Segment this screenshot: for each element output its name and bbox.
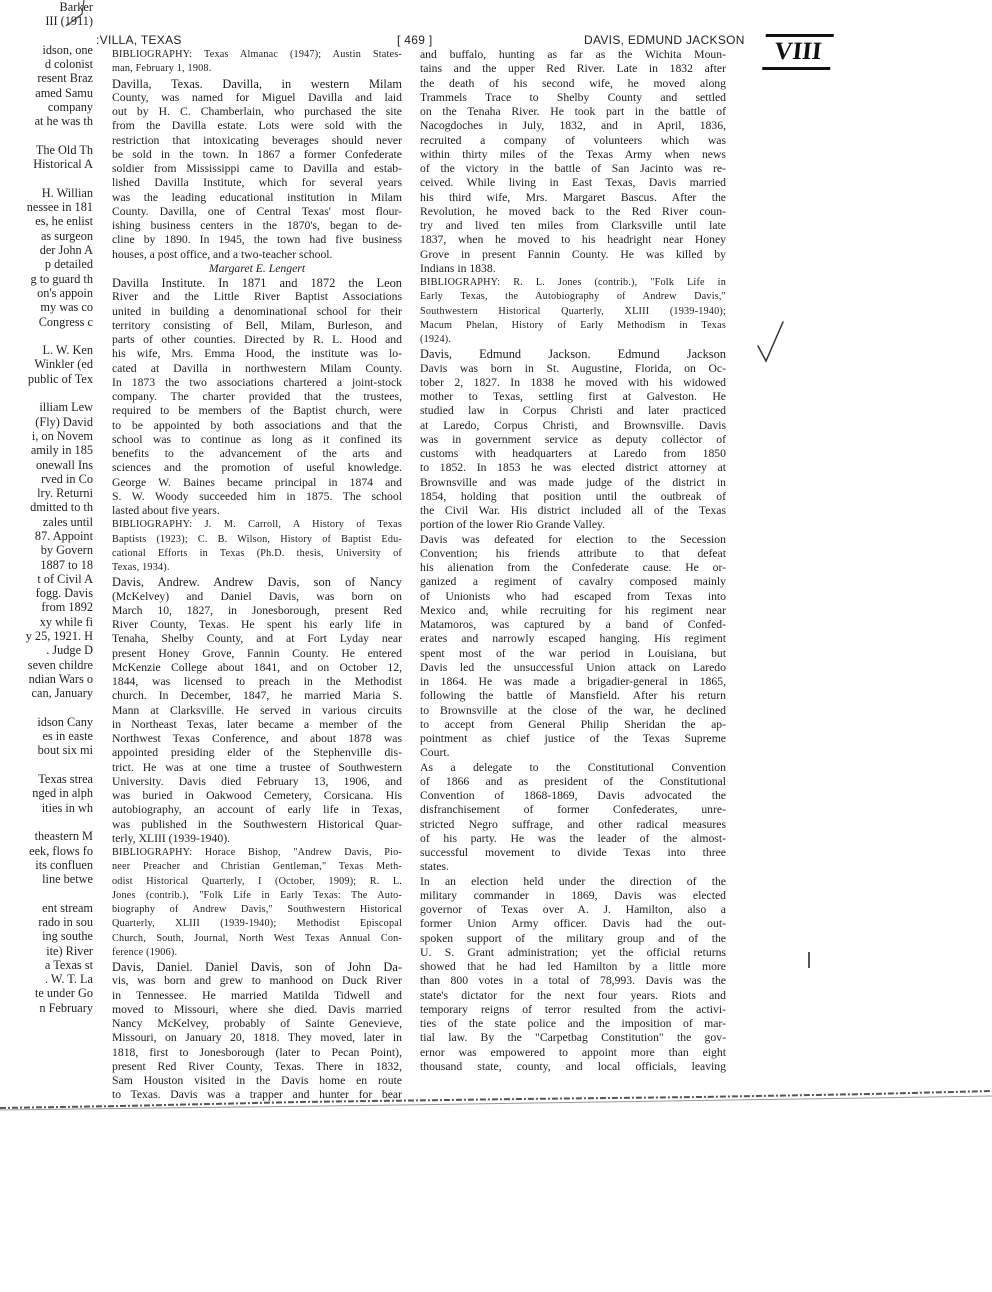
fold-line: can, January <box>31 686 93 701</box>
fold-line: . W. T. La <box>44 972 93 987</box>
fold-line: illiam Lew <box>39 400 93 415</box>
text-line: out by H. C. Chamberlain, who purchased the site <box>112 105 402 118</box>
text-line: in Tennessee. He married Matilda Tidwell and <box>112 988 402 1002</box>
text-line: Margaret E. Lengert <box>208 261 306 275</box>
text-line: lished Davilla Institute, which for several years <box>112 176 402 190</box>
fold-line: resent Braz <box>37 71 93 86</box>
text-line: and buffalo, hunting as far as the Wichita Moun- <box>420 48 726 61</box>
text-line: school was to continue as long as it confined its <box>112 432 402 446</box>
fold-line: ite) River <box>46 943 93 958</box>
text-line: BIBLIOGRAPHY: Texas Almanac (1947); Austin States- <box>112 49 402 60</box>
fold-line <box>0 329 95 343</box>
fold-line: on's appoin <box>37 285 93 300</box>
text-line: from the Davilla estate. Lots were sold with the <box>112 119 402 133</box>
text-column-left <box>112 48 402 1103</box>
text-line: recruited a company of volunteers which was <box>420 133 726 147</box>
text-line: University. Davis died February 13, 1906, and <box>112 774 402 788</box>
text-line: of Unionists who had escaped from Texas into <box>420 589 726 603</box>
text-line: County. Davilla, one of Central Texas' most flour- <box>112 204 402 218</box>
text-line: County, was named for Miguel Davilla and laid <box>112 90 402 104</box>
text-line: ernor was empowered to appoint more than eight <box>420 1045 726 1059</box>
text-line: lasted about five years. <box>112 504 220 517</box>
fold-line: nged in alph <box>32 786 93 801</box>
text-line: (McKelvey) and Daniel Davis, was born on <box>112 589 402 603</box>
text-line: Grove in present Fannin County. He was killed by <box>420 247 726 261</box>
text-line: McKenzie College about 1841, and on October 12, <box>112 660 402 674</box>
text-line: of 1866 and as president of the Constitutional <box>420 774 726 788</box>
fold-line: nessee in 181 <box>26 200 93 215</box>
text-line: was buried in Oakwood Cemetery, Corsicana. His <box>112 789 402 802</box>
text-line: present Red River County, Texas. There in 1832, <box>112 1059 402 1073</box>
text-line: terly, XLIII (1939-1940). <box>112 831 231 845</box>
text-line: Indians in 1838. <box>420 261 496 275</box>
text-line: restriction that intoxicating beverages should never <box>112 133 402 147</box>
text-line: than 800 votes in a total of 78,993. Davis was the <box>420 974 726 988</box>
text-line: in 1864. He was made a brigadier-general in 1865, <box>420 675 726 688</box>
fold-line: zales until <box>42 514 93 529</box>
text-line: tober 2, 1827. In 1838 he moved with his widowed <box>420 375 726 389</box>
text-line: ganized a regiment of cavalry composed mainly <box>420 575 726 589</box>
text-line: the death of his second wife, he moved along <box>420 76 726 90</box>
fold-line: y 25, 1921. H <box>25 629 93 644</box>
fold-line: p detailed <box>44 257 93 272</box>
text-line: portion of the lower Rio Grande Valley. <box>420 518 606 532</box>
text-line: benefits to the advancement of the arts and <box>112 447 402 460</box>
text-line: showed that he had led Hamilton by a little more <box>420 960 726 973</box>
text-line: within thirty miles of the Texas Army when news <box>420 147 726 161</box>
margin-tick-mark <box>808 952 810 968</box>
fold-line: Winkler (ed <box>34 357 93 372</box>
text-line: biography of Andrew Davis," Southwestern Historical <box>112 904 402 915</box>
text-line: company. The charter provided that the trustees, <box>112 390 402 403</box>
fold-line: xy while fi <box>39 614 93 629</box>
text-line: vis, was born and grew to manhood on Duck River <box>112 974 402 988</box>
text-line: odist Historical Quarterly, I (October, 1909); R. L. <box>112 875 402 887</box>
fold-line: ing southe <box>42 929 93 944</box>
fold-line: ities in wh <box>41 800 93 815</box>
text-line: on the Tenaha River. He took part in the battle of <box>420 105 726 118</box>
text-line: Mann at Clarksville. He served in various circuits <box>112 703 402 717</box>
fold-line: its confluen <box>35 857 93 872</box>
fold-line: . Judge D <box>46 643 93 658</box>
text-line: united in building a denominational school for their <box>112 304 402 318</box>
text-line: U. S. Grant administration; yet the official returns <box>420 945 726 959</box>
text-line: cated at Davilla in northwestern Milam County. <box>112 361 402 375</box>
text-line: appointed presiding elder of the Stephenville dis- <box>112 746 402 760</box>
text-line: Northwest Texas Conference, and about 1878 was <box>112 732 402 745</box>
text-line: Davilla Institute. In 1871 and 1872 the Leon <box>112 276 402 290</box>
text-line: Davis was born in St. Augustine, Florida, on Oc- <box>420 361 726 375</box>
text-line: In an election held under the direction of the <box>420 874 726 888</box>
text-line: Davilla, Texas. Davilla, in western Milam <box>112 76 402 91</box>
text-line: neer Preacher and Christian Gentleman," Texas Meth- <box>112 861 402 873</box>
text-line: Macum Phelan, History of Early Methodism in Texas <box>420 319 726 331</box>
fold-line: seven childre <box>27 657 93 672</box>
fold-line: lry. Returni <box>37 486 93 501</box>
text-line: pointment as chief justice of the Texas Supreme <box>420 732 726 745</box>
fold-line <box>0 701 95 715</box>
text-line: to Brownsville at the close of the war, he declined <box>420 703 726 717</box>
text-line: in Northeast Texas, later became a member of the <box>112 717 402 731</box>
text-line: BIBLIOGRAPHY: Horace Bishop, "Andrew Davis, Pio- <box>112 847 402 858</box>
text-line: stricted Negro suffrage, and other radical measures <box>420 817 726 831</box>
fold-line: (Fly) David <box>35 414 93 429</box>
fold-line: The Old Th <box>35 142 93 157</box>
fold-line <box>0 758 95 772</box>
text-line: cline by 1890. In 1945, the town had five business <box>112 233 402 247</box>
text-line: his wife, Mrs. Emma Hood, the institute was lo- <box>112 347 402 361</box>
text-line: Baptists (1923); C. B. Wilson, History of Baptist Edu- <box>112 533 402 545</box>
text-column-right <box>420 48 726 1074</box>
fold-line: der John A <box>39 243 93 258</box>
fold-line: company <box>47 100 93 115</box>
fold-line: a Texas st <box>44 957 93 972</box>
fold-line: d colonist <box>44 57 93 72</box>
fold-line: amily in 185 <box>30 443 93 458</box>
text-line: Matamoros, was captured by a band of Confed- <box>420 618 726 631</box>
text-line: Texas, 1934). <box>112 562 170 573</box>
text-line: temporary reigns of terror resulted from the activi- <box>420 1002 726 1016</box>
fold-line: as surgeon <box>40 228 93 243</box>
text-line: the Civil War. His district included all of the Texas <box>420 504 726 517</box>
text-line: Trammels Trace to Shelby County and settled <box>420 90 726 104</box>
text-line: ceived. While living in East Texas, Davis married <box>420 176 726 190</box>
text-line: studied law in Corpus Christi and later practiced <box>420 404 726 418</box>
fold-line: onewall Ins <box>35 457 93 472</box>
text-line: River County, Texas. He spent his early life in <box>112 618 402 631</box>
text-line: Convention; his friends attribute to that defeat <box>420 546 726 560</box>
text-line: required to be members of the Baptist church, were <box>112 404 402 418</box>
fold-line: L. W. Ken <box>42 343 93 358</box>
text-line: to accept from General Philip Sheridan the ap- <box>420 717 726 731</box>
fold-line: dmitted to th <box>30 500 93 515</box>
fold-line: ndian Wars o <box>28 671 93 686</box>
fold-line <box>0 29 95 43</box>
text-line: of his party. He was the leader of the almost- <box>420 831 726 845</box>
text-line: Nacogdoches in July, 1832, and in April, 1836, <box>420 119 726 133</box>
handwritten-checkmark-icon <box>755 320 785 364</box>
fold-line: at he was th <box>34 114 93 129</box>
text-line: territory consisting of Bell, Milam, Burleson, and <box>112 318 402 332</box>
text-line: Tenaha, Shelby County, and at Fort Lyday near <box>112 632 402 646</box>
text-line: George W. Baines became principal in 1874 and <box>112 475 402 489</box>
fold-line: 1887 to 18 <box>40 557 93 572</box>
text-line: military commander in 1869, Davis was elected <box>420 888 726 902</box>
fold-line: my was co <box>40 300 93 315</box>
text-line: BIBLIOGRAPHY: R. L. Jones (contrib.), "Folk Life in <box>420 277 726 288</box>
fold-line: fogg. Davis <box>35 586 93 601</box>
text-line: was published in the Southwestern Historical Quar- <box>112 817 402 831</box>
text-line: was the leading educational institution in Milam <box>112 190 402 204</box>
text-line: Quarterly, XLIII (1939-1940); Methodist Episcopal <box>112 918 402 930</box>
volume-stamp: VIII <box>762 34 834 70</box>
fold-line: es, he enlist <box>35 214 93 229</box>
fold-line: amed Samu <box>35 85 93 100</box>
text-line: disfranchisement of former Confederates, unre- <box>420 803 726 817</box>
text-line: try and lived ten miles from Clarksville until late <box>420 219 726 232</box>
text-line: 1854, holding that position until the outbreak of <box>420 489 726 503</box>
text-line: cational Efforts in Texas (Ph.D. thesis, University of <box>112 547 402 559</box>
text-line: be sold in the town. In 1867 a former Confederate <box>112 147 402 161</box>
text-line: to be appointed by both associations and that the <box>112 418 402 432</box>
fold-line: from 1892 <box>41 600 93 615</box>
text-line: In 1873 the two associations chartered a joint-stock <box>112 375 402 389</box>
text-line: Mexico and, while recruiting for his regiment near <box>420 603 726 617</box>
text-line: houses, a post office, and a two-teacher school. <box>112 247 333 261</box>
text-line: Brownsville and was made judge of the district in <box>420 475 726 489</box>
fold-line: 87. Appoint <box>34 528 93 543</box>
text-line: trict. He was at one time a trustee of Southwestern <box>112 760 402 774</box>
text-line: man, February 1, 1908. <box>112 63 212 75</box>
text-line: present Honey Grove, Fannin County. He entered <box>112 646 402 660</box>
text-line: March 10, 1827, in Jonesborough, present Red <box>112 603 402 617</box>
text-line: erates and narrowly escaped hanging. His regiment <box>420 632 726 646</box>
text-line: state's dictator for the next four years. Riots and <box>420 988 726 1002</box>
fold-line: III (1911) <box>45 14 93 29</box>
text-line: Revolution, he moved back to the Red River coun- <box>420 204 726 218</box>
fold-line: by Govern <box>40 543 93 558</box>
text-line: Early Texas, the Autobiography of Andrew Davis," <box>420 291 726 303</box>
text-line: thousand state, county, and local officials, leaving <box>420 1059 726 1073</box>
running-head-left: :VILLA, TEXAS <box>96 33 182 47</box>
fold-line <box>0 129 95 143</box>
text-line: Church, South, Journal, North West Texas Annual Con- <box>112 932 402 944</box>
text-line: governor of Texas over A. J. Hamilton, also a <box>420 903 726 916</box>
text-line: 1844, was licensed to preach in the Methodist <box>112 675 402 688</box>
fold-line: ent stream <box>42 900 93 915</box>
text-line: parts of other counties. Directed by R. L. Hood and <box>112 333 402 346</box>
text-line: was in government service as deputy collector of <box>420 432 726 446</box>
text-line: spent most of the war period in Louisiana, but <box>420 646 726 660</box>
fold-line: Historical A <box>33 157 93 172</box>
text-line: Davis was defeated for election to the Secession <box>420 532 726 546</box>
fold-line: theastern M <box>34 829 93 844</box>
text-line: BIBLIOGRAPHY: J. M. Carroll, A History of Texas <box>112 519 402 531</box>
text-line: 1818, first to Jonesborough (later to Pecan Point), <box>112 1045 402 1059</box>
text-line: tains and the upper Red River. Late in 1832 after <box>420 62 726 76</box>
text-line: spoken support of the military group and of the <box>420 931 726 945</box>
text-line: Convention of 1868-1869, Davis advocated the <box>420 789 726 802</box>
text-line: at Laredo, Corpus Christi, and Brownsville. Davis <box>420 418 726 432</box>
text-line: ference (1906). <box>112 946 178 958</box>
text-line: (1924). <box>420 334 452 345</box>
text-line: sciences and the promotion of useful knowledge. <box>112 461 402 475</box>
text-line: following the battle of Mansfield. After his return <box>420 689 726 703</box>
fold-line: te under Go <box>34 986 93 1001</box>
text-line: his alienation from the Confederate cause. He or- <box>420 561 726 574</box>
text-line: Court. <box>420 746 450 760</box>
text-line: church. In December, 1847, he married Maria S. <box>112 689 402 703</box>
fold-line <box>0 172 95 186</box>
fold-line: public of Tex <box>27 371 93 386</box>
fold-line <box>0 886 95 900</box>
text-line: successful movement to divide Texas into three <box>420 846 726 859</box>
fold-line: bout six mi <box>37 743 93 758</box>
fold-line: eek, flows fo <box>29 843 93 858</box>
text-line: tial law. By the "Carpetbag Constitution" the gov- <box>420 1031 726 1045</box>
text-line: ishing business centers in the 1870's, began to de- <box>112 219 402 232</box>
text-line: states. <box>420 860 449 874</box>
text-line: his third wife, Mrs. Margaret Bascus. After the <box>420 190 726 204</box>
text-line: mother to Texas, settling first at Galveston. He <box>420 390 726 403</box>
fold-line: n February <box>39 1000 93 1015</box>
fold-line: Barker <box>59 0 93 14</box>
text-line: moved to Missouri, where she died. Davis married <box>112 1002 402 1016</box>
text-line: of the victory in the battle of San Jacinto was re- <box>420 162 726 175</box>
text-line: former Union Army officer. Davis had the out- <box>420 917 726 931</box>
fold-line: t of Civil A <box>37 571 93 586</box>
fold-line: line betwe <box>42 872 93 887</box>
fold-line: idson Cany <box>37 714 93 729</box>
text-line: Nancy McKelvey, probably of Sainte Genevieve, <box>112 1017 402 1030</box>
fold-line: es in easte <box>42 729 93 744</box>
text-line: Davis, Edmund Jackson. Edmund Jackson <box>420 347 726 362</box>
text-line: 1837, when he moved to his headright near Honey <box>420 233 726 247</box>
fold-line: rado in sou <box>38 915 93 929</box>
text-line: soldier from Mississippi came to Davilla and estab- <box>112 162 402 175</box>
text-line: customs with headquarters at Laredo from 1850 <box>420 447 726 460</box>
text-line: Davis, Daniel. Daniel Davis, son of John Da- <box>112 960 402 974</box>
text-line: Southwestern Historical Quarterly, XLIII (1939-1940); <box>420 305 726 317</box>
text-line: ties of the state police and the imposition of mar- <box>420 1017 726 1030</box>
text-line: to Texas. Davis was a trapper and hunter for bear <box>112 1088 402 1102</box>
text-line: autobiography, an account of early life in Texas, <box>112 803 402 817</box>
text-line: S. W. Woody succeeded him in 1875. The school <box>112 489 402 503</box>
text-line: River and the Little River Baptist Associations <box>112 290 402 304</box>
text-line: Sam Houston visited in the Davis home en route <box>112 1074 402 1087</box>
text-line: Missouri, on January 20, 1818. They moved, later in <box>112 1031 402 1045</box>
fold-line: rved in Co <box>41 471 93 486</box>
fold-line: Congress c <box>38 314 93 329</box>
fold-line: idson, one <box>42 42 93 57</box>
text-line: Davis, Andrew. Andrew Davis, son of Nancy <box>112 575 402 590</box>
text-line: As a delegate to the Constitutional Convention <box>420 760 726 774</box>
fold-line: Texas strea <box>38 772 93 787</box>
page-number: [ 469 ] <box>397 33 433 47</box>
text-line: to 1852. In 1853 he was elected district attorney at <box>420 461 726 475</box>
running-head-right: DAVIS, EDMUND JACKSON <box>584 33 745 47</box>
fold-line: H. Willian <box>41 185 93 200</box>
text-line: Jones (contrib.), "Folk Life in Early Texas: The Auto- <box>112 889 402 901</box>
fold-line <box>0 815 95 829</box>
scan-edge-line <box>0 1088 992 1112</box>
fold-line: i, on Novem <box>31 428 93 443</box>
fold-line <box>0 386 95 400</box>
text-line: Davis led the unsuccessful Union attack on Laredo <box>420 660 726 674</box>
fold-line: g to guard th <box>30 271 93 286</box>
